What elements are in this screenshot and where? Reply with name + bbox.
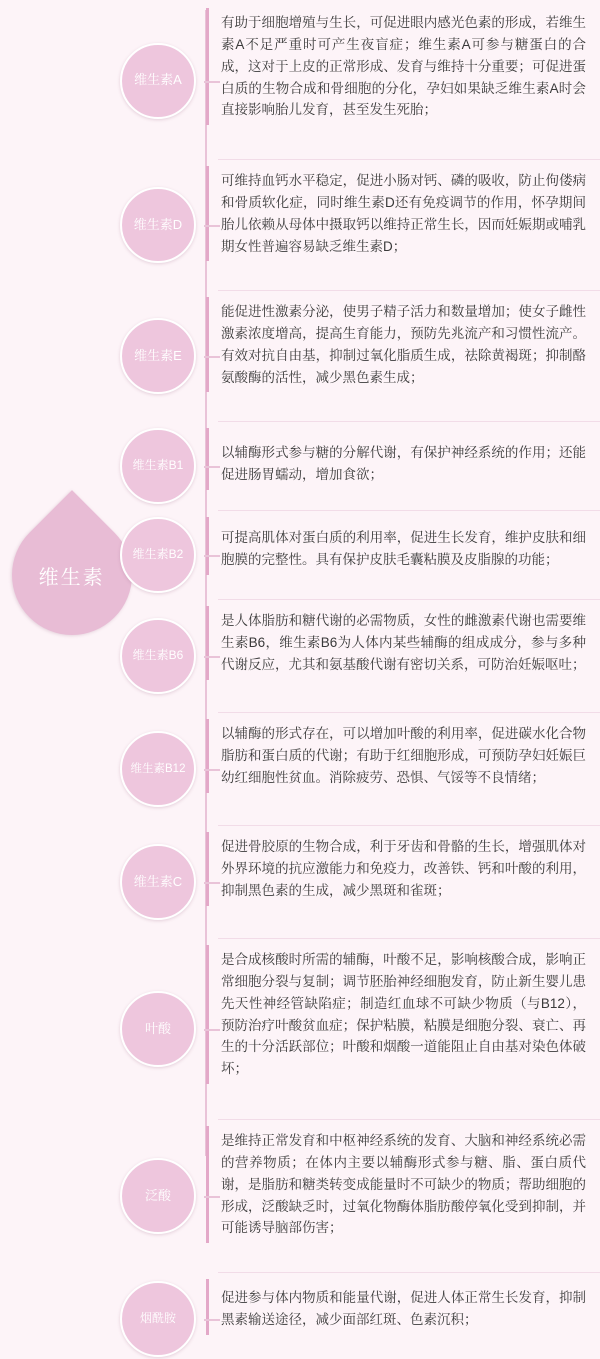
connector-line xyxy=(204,225,220,227)
list-item xyxy=(0,1126,600,1266)
node-bubble-wrap xyxy=(110,1126,206,1266)
connector-line xyxy=(204,656,220,658)
connector-line xyxy=(204,356,220,358)
node-bubble-wrap xyxy=(110,832,206,932)
node-bubble-niacinamide[interactable] xyxy=(120,1281,196,1357)
node-label: 维生素B12 xyxy=(130,762,186,775)
node-label: 维生素C xyxy=(133,873,183,889)
list-item xyxy=(0,517,600,593)
list-item xyxy=(0,719,600,819)
node-description: 是合成核酸时所需的辅酶，叶酸不足，影响核酸合成，影响正常细胞分裂与复制；调节胚胎神经细胞发育，防止新生婴儿患先天性神经管缺陷症；制造红血球不可缺少物质（与B12），预防治疗叶酸贫血症；保护粘膜，粘膜是细胞分裂、衰亡、再生的十分活跃部位；叶酸和烟酸一道能阻止自由基对染色体破坏； xyxy=(206,945,600,1084)
row-divider xyxy=(218,1119,600,1120)
node-label: 维生素D xyxy=(133,216,183,232)
node-description: 可提高肌体对蛋白质的利用率，促进生长发育，维护皮肤和细胞膜的完整性。具有保护皮肤毛囊粘膜及皮脂腺的功能； xyxy=(206,517,600,575)
row-divider xyxy=(218,599,600,600)
connector-line xyxy=(204,882,220,884)
list-item xyxy=(0,832,600,932)
node-label: 叶酸 xyxy=(144,1020,171,1036)
list-item xyxy=(0,166,600,284)
node-description: 是维持正常发育和中枢神经系统的发育、大脑和神经系统必需的营养物质；在体内主要以辅酶形式参与糖、脂、蛋白质代谢，是脂肪和糖类转变成能量时不可缺少的物质；帮助细胞的形成，泛酸缺乏时，过氧化物酶体脂肪酸停氧化受到抑制，并可能诱导脑部伤害； xyxy=(206,1126,600,1243)
node-bubble-wrap xyxy=(110,719,206,819)
connector-line xyxy=(204,769,220,771)
connector-line xyxy=(204,1196,220,1198)
node-bubble-folic-acid[interactable] xyxy=(120,991,196,1067)
node-bubble-vitamin-b12[interactable] xyxy=(120,731,196,807)
row-divider xyxy=(218,938,600,939)
node-label: 烟酰胺 xyxy=(139,1311,176,1326)
node-description: 促进骨胶原的生物合成，利于牙齿和骨骼的生长，增强肌体对外界环境的抗应激能力和免疫力，改善铁、钙和叶酸的利用，抑制黑色素的生成，减少黑斑和雀斑； xyxy=(206,832,600,906)
node-description: 能促进性激素分泌，使男子精子活力和数量增加；使女子雌性激素浓度增高，提高生育能力，预防先兆流产和习惯性流产。有效对抗自由基，抑制过氧化脂质生成，祛除黄褐斑；抑制酪氨酸酶的活性，减少黑色素生成； xyxy=(206,297,600,392)
list-item xyxy=(0,297,600,415)
node-bubble-wrap xyxy=(110,517,206,593)
row-divider xyxy=(218,1272,600,1273)
row-divider xyxy=(218,421,600,422)
list-item xyxy=(0,945,600,1113)
node-bubble-wrap xyxy=(110,606,206,706)
node-bubble-wrap xyxy=(110,1279,206,1359)
node-bubble-vitamin-b1[interactable] xyxy=(120,428,196,504)
root-node-label: 维生素 xyxy=(39,566,105,589)
node-bubble-vitamin-a[interactable] xyxy=(120,43,196,119)
node-bubble-vitamin-b2[interactable] xyxy=(120,517,196,593)
node-description: 可维持血钙水平稳定，促进小肠对钙、磷的吸收，防止佝偻病和骨质软化症，同时维生素D还有免疫调节的作用，怀孕期间胎儿依赖从母体中摄取钙以维持正常生长，因而妊娠期或哺乳期女性普遍容易缺乏维生素D； xyxy=(206,166,600,261)
node-description: 是人体脂肪和糖代谢的必需物质，女性的雌激素代谢也需要维生素B6，维生素B6为人体内某些辅酶的组成成分，参与多种代谢反应，尤其和氨基酸代谢有密切关系，可防治妊娠呕吐； xyxy=(206,606,600,680)
row-divider xyxy=(218,712,600,713)
node-bubble-vitamin-b6[interactable] xyxy=(120,618,196,694)
connector-line xyxy=(204,466,220,468)
node-bubble-vitamin-c[interactable] xyxy=(120,844,196,920)
node-description: 有助于细胞增殖与生长，可促进眼内感光色素的形成，若维生素A不足严重时可产生夜盲症；维生素A可参与糖蛋白的合成，这对于上皮的正常形成、发育与维持十分重要；可促进蛋白质的生物合成和骨细胞的分化，孕妇如果缺乏维生素A时会直接影响胎儿发育，甚至发生死胎； xyxy=(206,8,600,125)
node-label: 泛酸 xyxy=(144,1187,171,1203)
node-label: 维生素A xyxy=(134,72,182,88)
row-divider xyxy=(218,510,600,511)
node-label: 维生素B1 xyxy=(132,458,184,473)
row-divider xyxy=(218,825,600,826)
node-bubble-pantothenic-acid[interactable] xyxy=(120,1158,196,1234)
row-divider xyxy=(218,290,600,291)
list-item xyxy=(0,1279,600,1359)
list-item xyxy=(0,0,600,153)
node-description: 促进参与体内物质和能量代谢，促进人体正常生长发育，抑制黑素输送途径，减少面部红斑、色素沉积； xyxy=(206,1279,600,1335)
node-label: 维生素B6 xyxy=(132,648,184,663)
list-item xyxy=(0,606,600,706)
row-divider xyxy=(218,159,600,160)
node-bubble-wrap xyxy=(110,945,206,1113)
node-bubble-wrap xyxy=(110,166,206,284)
connector-line xyxy=(204,1319,220,1321)
list-item xyxy=(0,428,600,504)
node-label: 维生素B2 xyxy=(132,547,184,562)
connector-line xyxy=(204,555,220,557)
node-description: 以辅酶形式参与糖的分解代谢，有保护神经系统的作用；还能促进肠胃蠕动，增加食欲； xyxy=(206,428,600,490)
node-bubble-wrap xyxy=(110,297,206,415)
node-description: 以辅酶的形式存在，可以增加叶酸的利用率，促进碳水化合物脂肪和蛋白质的代谢；有助于红细胞形成，可预防孕妇妊娠巨幼红细胞性贫血。消除疲劳、恐惧、气馁等不良情绪； xyxy=(206,719,600,793)
node-label: 维生素E xyxy=(134,347,182,363)
node-bubble-wrap xyxy=(110,8,206,153)
connector-line xyxy=(204,1029,220,1031)
node-bubble-vitamin-d[interactable] xyxy=(120,187,196,263)
connector-line xyxy=(204,81,220,83)
node-bubble-vitamin-e[interactable] xyxy=(120,318,196,394)
node-bubble-wrap xyxy=(110,428,206,504)
